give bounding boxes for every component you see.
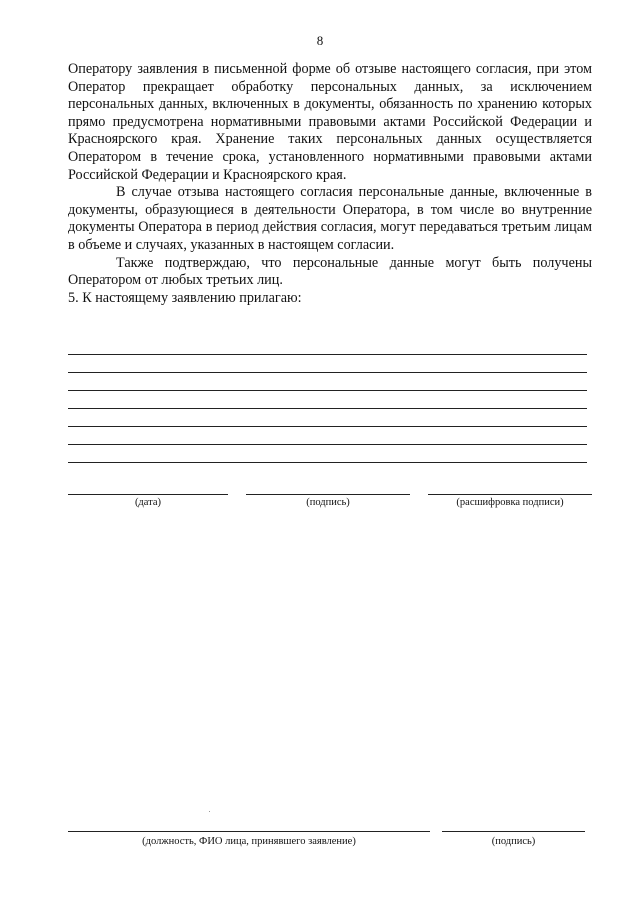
body-text xyxy=(68,61,592,307)
blank-line[interactable] xyxy=(68,373,587,391)
attachments-blank-lines xyxy=(68,337,587,463)
signature-caption: (подпись) xyxy=(306,497,350,508)
blank-line[interactable] xyxy=(68,355,587,373)
date-line[interactable] xyxy=(68,494,228,495)
receiver-position-caption: (должность, ФИО лица, принявшего заявление) xyxy=(142,836,356,847)
paragraph-third-party-transfer: В случае отзыва настоящего согласия персональные данные, включенные в документы, образующиеся в деятельности Оператора, в том числе во внутренние документы Оператора в период действия согласия, могут передаваться третьим лицам в объеме и случаях, указанных в настоящем согласии. xyxy=(68,184,592,253)
blank-line[interactable] xyxy=(68,391,587,409)
blank-line[interactable] xyxy=(68,337,587,355)
signature-line[interactable] xyxy=(246,494,410,495)
date-caption: (дата) xyxy=(134,497,162,508)
paragraph-third-party-receipt: Также подтверждаю, что персональные данные могут быть получены Оператором от любых третьих лиц. xyxy=(68,254,592,289)
receiver-position-line[interactable] xyxy=(68,831,430,832)
blank-line[interactable] xyxy=(68,445,587,463)
receiver-signature-line[interactable] xyxy=(442,831,585,832)
blank-line[interactable] xyxy=(68,427,587,445)
page-number: 8 xyxy=(316,33,324,48)
signature-decoding-caption: (расшифровка подписи) xyxy=(456,497,564,508)
receiver-signature-caption: (подпись) xyxy=(491,836,536,847)
paragraph-attachments-heading: 5. К настоящему заявлению прилагаю: xyxy=(68,289,302,306)
blank-line[interactable] xyxy=(68,409,587,427)
signature-decoding-line[interactable] xyxy=(428,494,592,495)
paragraph-consent-withdrawal: Оператору заявления в письменной форме об отзыве настоящего согласия, при этом Оператор прекращает обработку персональных данных, за исключением персональных данных, включенных в документы, обязанность по хранению которых прямо предусмотрена нормативными правовыми актами Российской Федерации и Красноярского края. Хранение таких персональных данных осуществляется Оператором в течение срока, установленного нормативными правовыми актами Российской Федерации и Красноярского края. xyxy=(68,61,592,183)
scan-speck xyxy=(209,811,210,812)
